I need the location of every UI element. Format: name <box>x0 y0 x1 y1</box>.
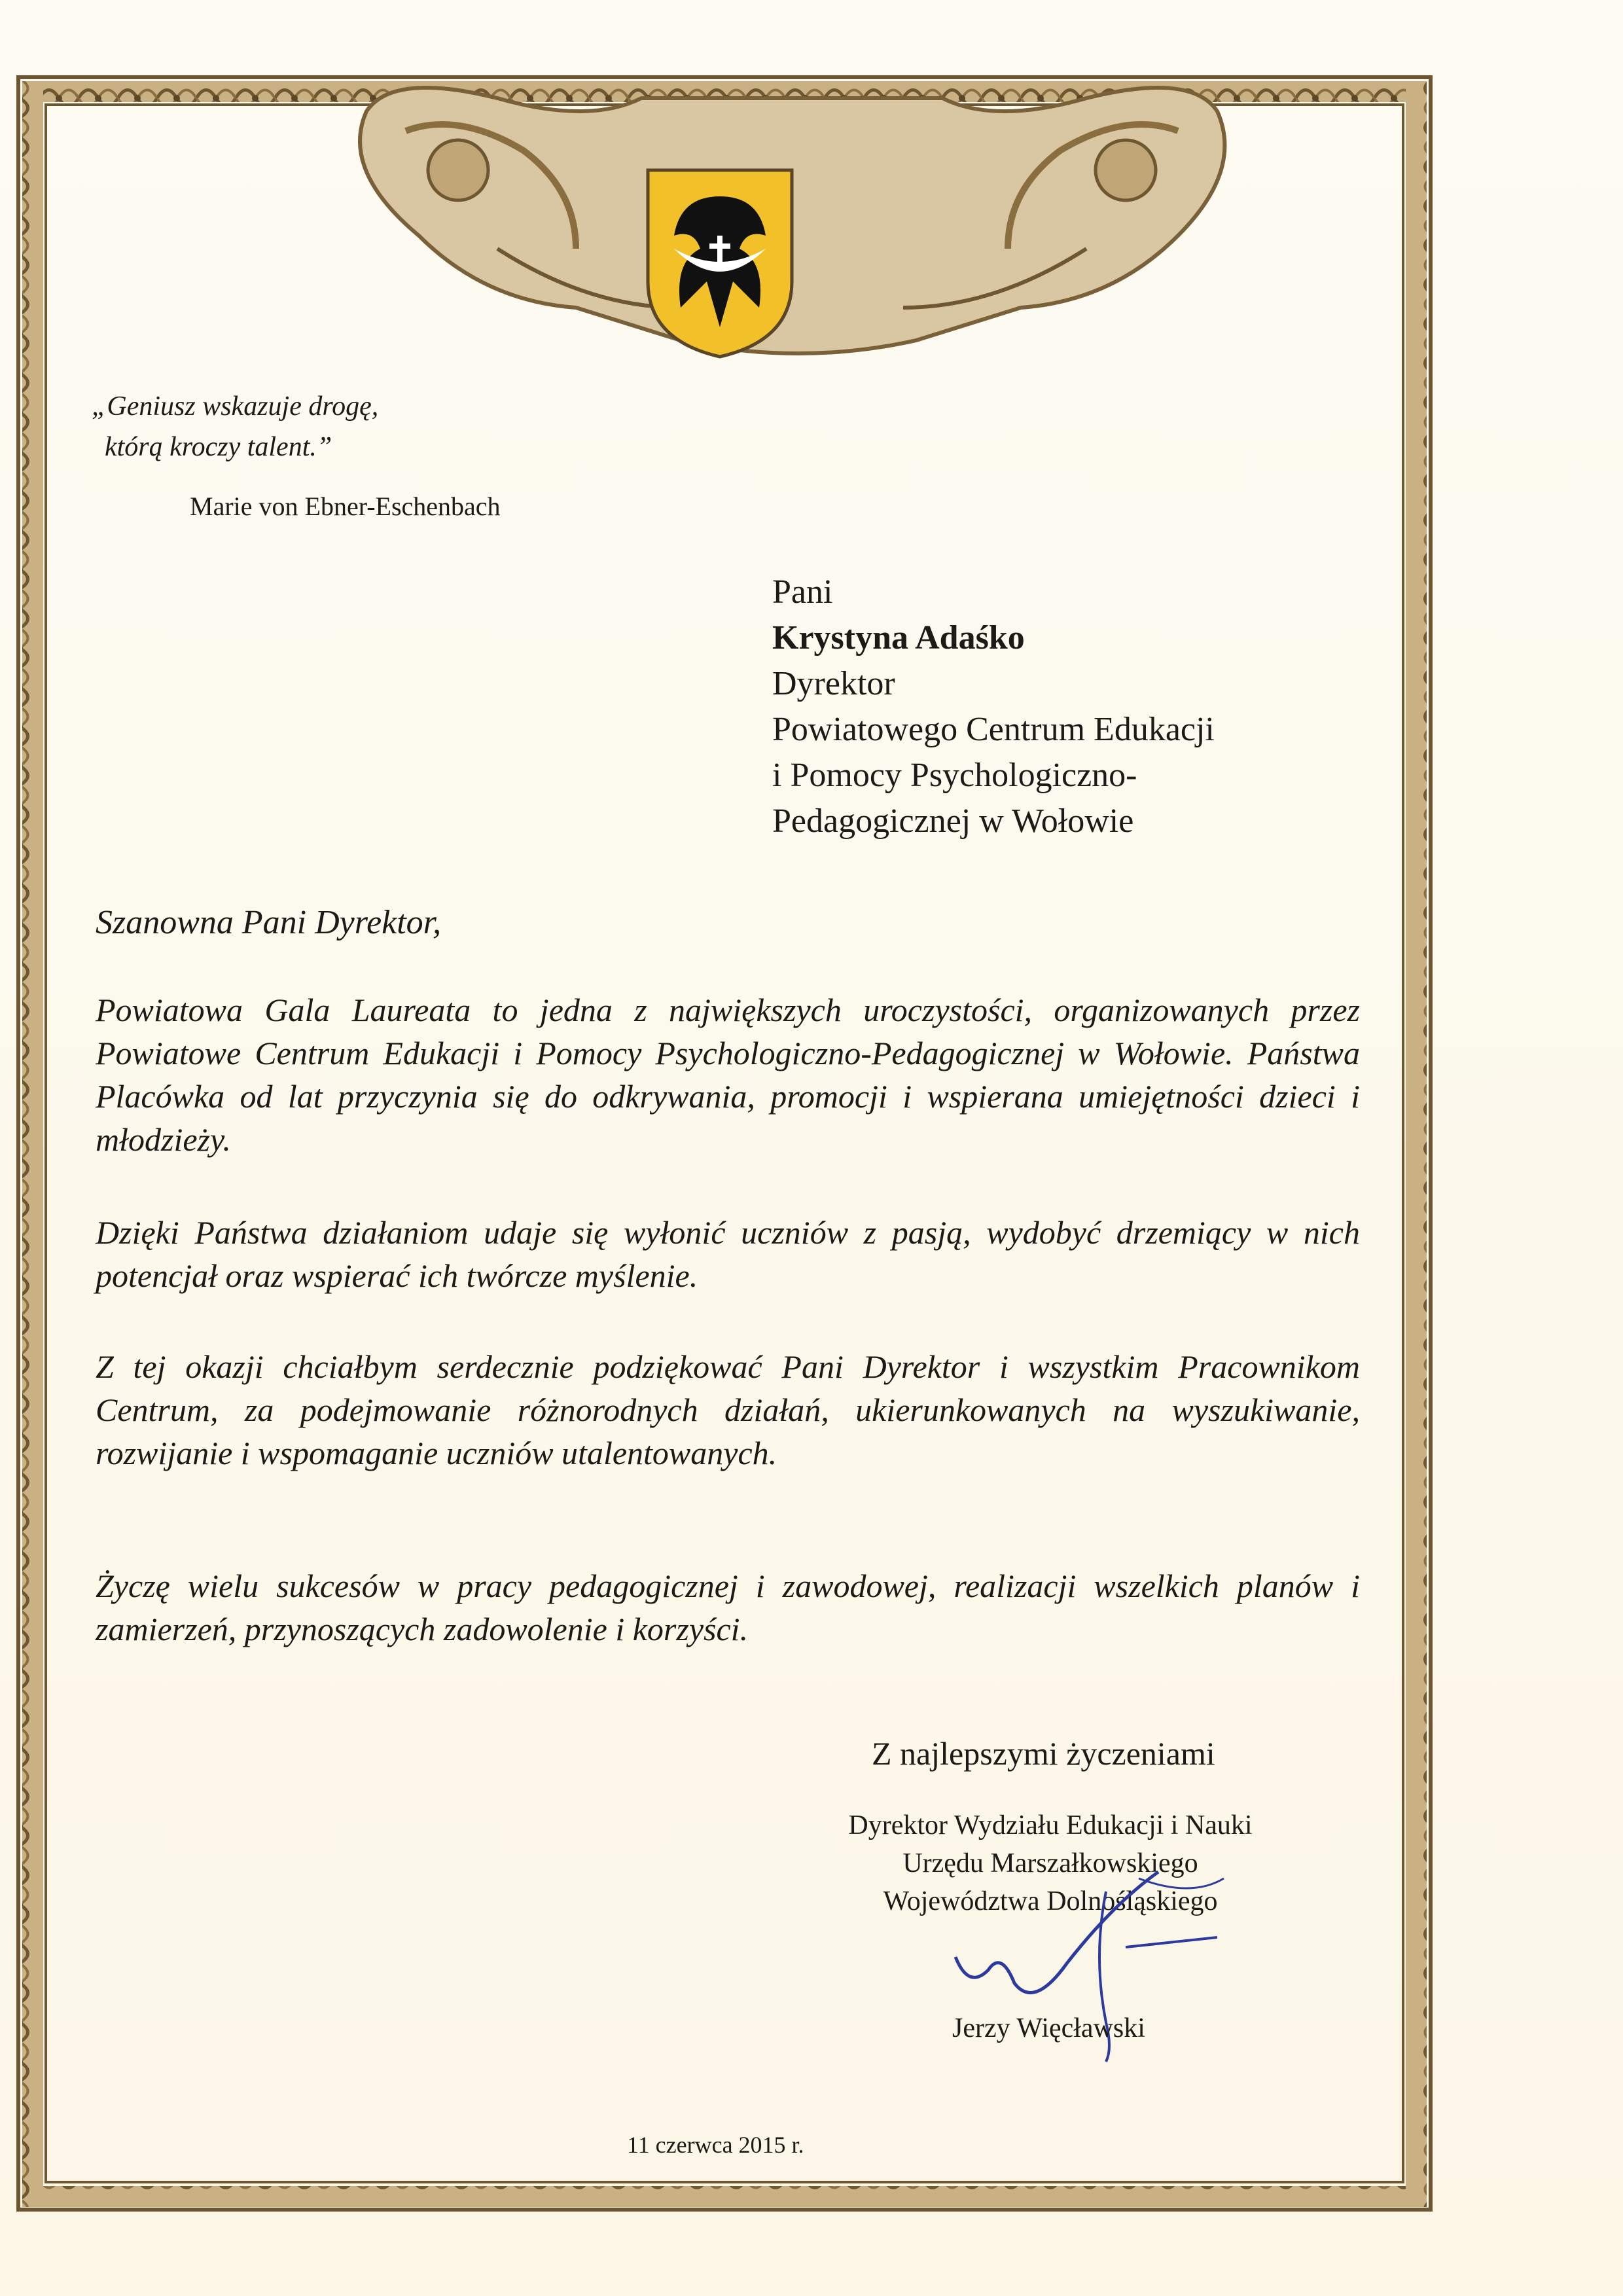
signatory-name: Jerzy Więcławski <box>952 2013 1145 2043</box>
addressee-org-line-2: i Pomocy Psychologiczno- <box>772 757 1137 794</box>
signatory-title-line-2: Urzędu Marszałkowskiego <box>902 1848 1198 1878</box>
body-paragraph-2: Dzięki Państwa działaniom udaje się wyłonić uczniów z pasją, wydobyć drzemiący w nich potencjał oraz wspierać ich twórcze myślenie. <box>96 1214 1360 1294</box>
body-paragraph-4: Życzę wielu sukcesów w pracy pedagogicznej i zawodowej, realizacji wszelkich planów i zamierzeń, przynoszących zadowolenie i korzyści. <box>96 1568 1360 1647</box>
closing-phrase: Z najlepszymi życzeniami <box>872 1735 1215 1772</box>
body-paragraph-1: Powiatowa Gala Laureata to jedna z największych uroczystości, organizowanych przez Powiatowe Centrum Edukacji i Pomocy Psychologiczno-Pedagogicznej w Wołowie. Państwa Placówka od lat przyczynia się do odkrywania, promocji i wspierana umiejętności dzieci i młodzieży. <box>96 992 1360 1158</box>
addressee-org-line-3: Pedagogicznej w Wołowie <box>772 802 1134 840</box>
salutation: Szanowna Pani Dyrektor, <box>96 904 442 941</box>
quote-line-2: którą kroczy talent.” <box>105 432 332 462</box>
addressee-block <box>772 569 1215 844</box>
quote-author: Marie von Ebner-Eschenbach <box>190 492 501 521</box>
addressee-honorific: Pani <box>772 573 833 611</box>
letter-date: 11 czerwca 2015 r. <box>627 2132 804 2158</box>
addressee-name: Krystyna Adaśko <box>772 619 1025 656</box>
addressee-org-line-1: Powiatowego Centrum Edukacji <box>772 711 1215 748</box>
signatory-title-line-1: Dyrektor Wydziału Edukacji i Nauki <box>848 1810 1253 1840</box>
addressee-position: Dyrektor <box>772 665 895 702</box>
quote-line-1: „Geniusz wskazuje drogę, <box>92 391 379 422</box>
signatory-title-line-3: Województwa Dolnośląskiego <box>883 1886 1218 1916</box>
body-paragraph-3: Z tej okazji chciałbym serdecznie podziękować Pani Dyrektor i wszystkim Pracownikom Centrum, za podejmowanie różnorodnych działań, ukierunkowanych na wyszukiwanie, rozwijanie i wspomaganie uczniów utalentowanych. <box>96 1348 1360 1471</box>
epigraph-quote <box>92 386 378 467</box>
lower-silesia-eagle-crest-icon <box>648 170 792 357</box>
